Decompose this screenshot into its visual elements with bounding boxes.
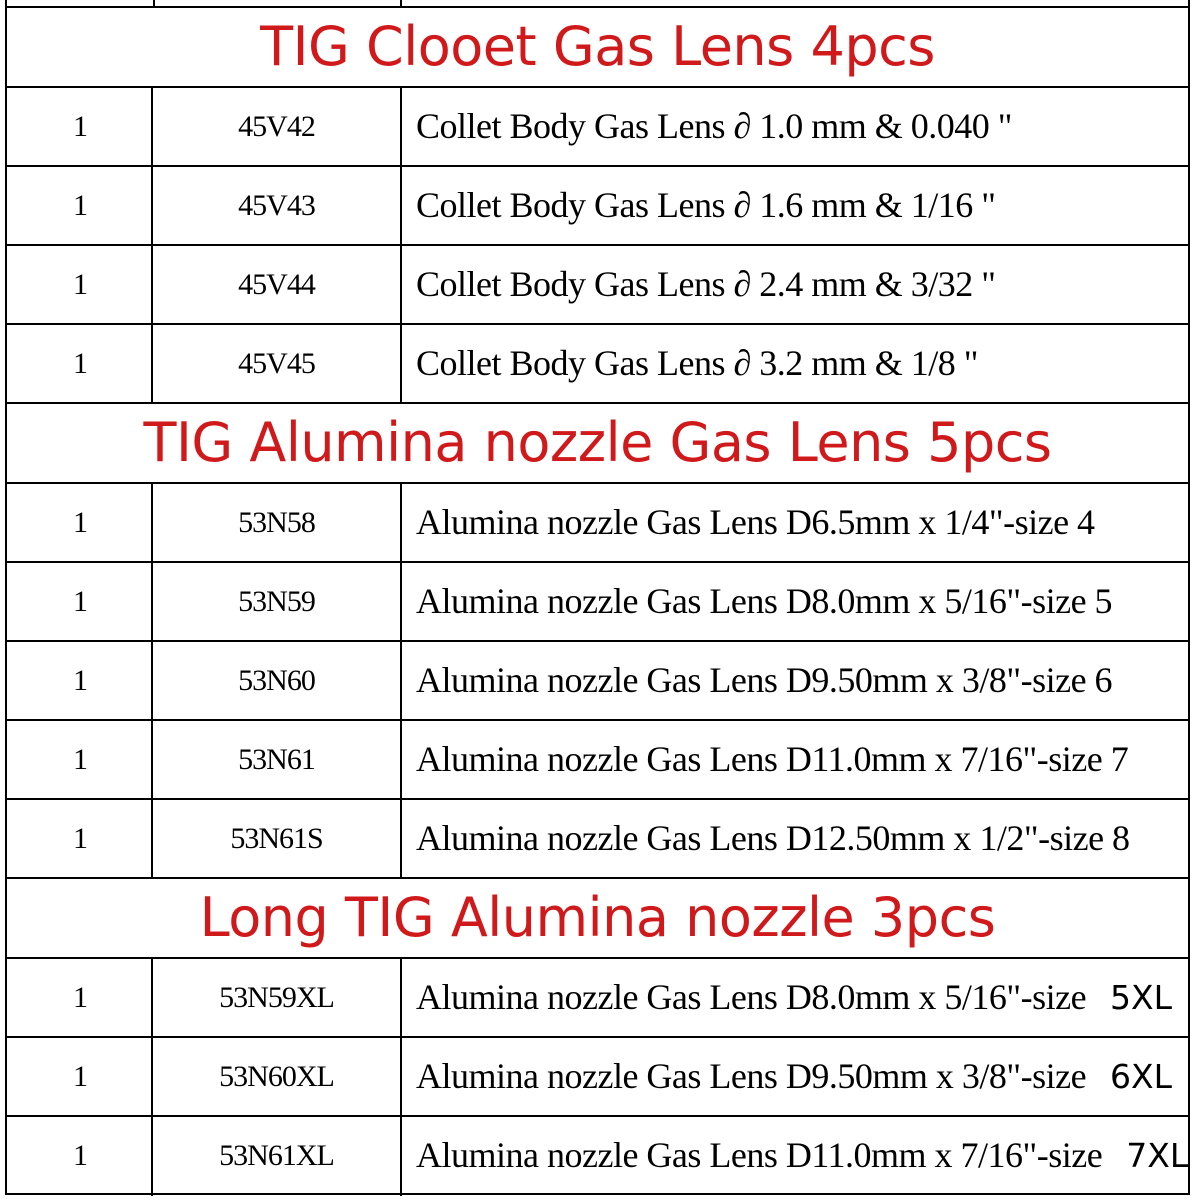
description-cell [402, 642, 1188, 719]
qty-cell: 1 [7, 721, 153, 798]
qty-cell: 1 [7, 800, 153, 877]
part-code-cell: 45V44 [153, 246, 402, 323]
description-cell [402, 800, 1188, 877]
qty-cell: 1 [7, 88, 153, 165]
part-code-cell: 53N61 [153, 721, 402, 798]
section-title-collet: TIG Clooet Gas Lens 4pcs [7, 8, 1188, 88]
part-code-cell: 53N59 [153, 563, 402, 640]
size-suffix: 5XL [1110, 978, 1173, 1017]
description-text: Alumina nozzle Gas Lens D9.50mm x 3/8"-size 6 [416, 660, 1113, 700]
column-divider [153, 0, 155, 8]
description-text: Alumina nozzle Gas Lens D12.50mm x 1/2"-size 8 [416, 818, 1130, 858]
qty-cell: 1 [7, 642, 153, 719]
description-text: Collet Body Gas Lens ∂ 2.4 mm & 3/32 " [416, 264, 996, 304]
part-code-cell: 53N61S [153, 800, 402, 877]
size-suffix: 6XL [1110, 1057, 1173, 1096]
description-text: Alumina nozzle Gas Lens D6.5mm x 1/4"-size 4 [416, 502, 1095, 542]
description-text: Collet Body Gas Lens ∂ 3.2 mm & 1/8 " [416, 343, 978, 383]
qty-cell: 1 [7, 246, 153, 323]
qty-cell: 1 [7, 484, 153, 561]
qty-cell: 1 [7, 1038, 153, 1115]
description-cell [402, 484, 1188, 561]
table-row [7, 563, 1188, 642]
description-text: Collet Body Gas Lens ∂ 1.6 mm & 1/16 " [416, 185, 996, 225]
table-row [7, 484, 1188, 563]
description-cell [402, 959, 1188, 1036]
description-cell [402, 246, 1188, 323]
description-cell [402, 563, 1188, 640]
part-code-cell: 45V45 [153, 325, 402, 402]
description-text: Alumina nozzle Gas Lens D11.0mm x 7/16"-size 7 [416, 739, 1129, 779]
qty-cell: 1 [7, 1117, 153, 1196]
parts-table [5, 0, 1190, 1195]
table-row [7, 246, 1188, 325]
table-row [7, 325, 1188, 404]
table-row [7, 800, 1188, 879]
table-row [7, 167, 1188, 246]
table-row [7, 1038, 1188, 1117]
description-cell [402, 167, 1188, 244]
qty-cell: 1 [7, 325, 153, 402]
description-text: Alumina nozzle Gas Lens D9.50mm x 3/8"-size [416, 1056, 1087, 1096]
description-cell [402, 325, 1188, 402]
section-title-long-alumina: Long TIG Alumina nozzle 3pcs [7, 879, 1188, 959]
description-text: Alumina nozzle Gas Lens D8.0mm x 5/16"-size [416, 977, 1087, 1017]
table-row [7, 1117, 1188, 1196]
description-cell [402, 1117, 1188, 1196]
part-code-cell: 53N61XL [153, 1117, 402, 1196]
description-text: Alumina nozzle Gas Lens D11.0mm x 7/16"-size [416, 1135, 1103, 1175]
section-title-alumina-gas-lens: TIG Alumina nozzle Gas Lens 5pcs [7, 404, 1188, 484]
qty-cell: 1 [7, 167, 153, 244]
column-divider [400, 0, 402, 8]
table-top-stub [7, 0, 1188, 8]
description-cell [402, 721, 1188, 798]
table-row [7, 88, 1188, 167]
part-code-cell: 45V43 [153, 167, 402, 244]
part-code-cell: 45V42 [153, 88, 402, 165]
part-code-cell: 53N58 [153, 484, 402, 561]
table-row [7, 959, 1188, 1038]
qty-cell: 1 [7, 563, 153, 640]
description-text: Alumina nozzle Gas Lens D8.0mm x 5/16"-size 5 [416, 581, 1113, 621]
description-cell [402, 88, 1188, 165]
table-row [7, 642, 1188, 721]
part-code-cell: 53N59XL [153, 959, 402, 1036]
size-suffix: 7XL [1126, 1136, 1189, 1175]
part-code-cell: 53N60XL [153, 1038, 402, 1115]
part-code-cell: 53N60 [153, 642, 402, 719]
qty-cell: 1 [7, 959, 153, 1036]
table-row [7, 721, 1188, 800]
description-cell [402, 1038, 1188, 1115]
description-text: Collet Body Gas Lens ∂ 1.0 mm & 0.040 " [416, 106, 1012, 146]
